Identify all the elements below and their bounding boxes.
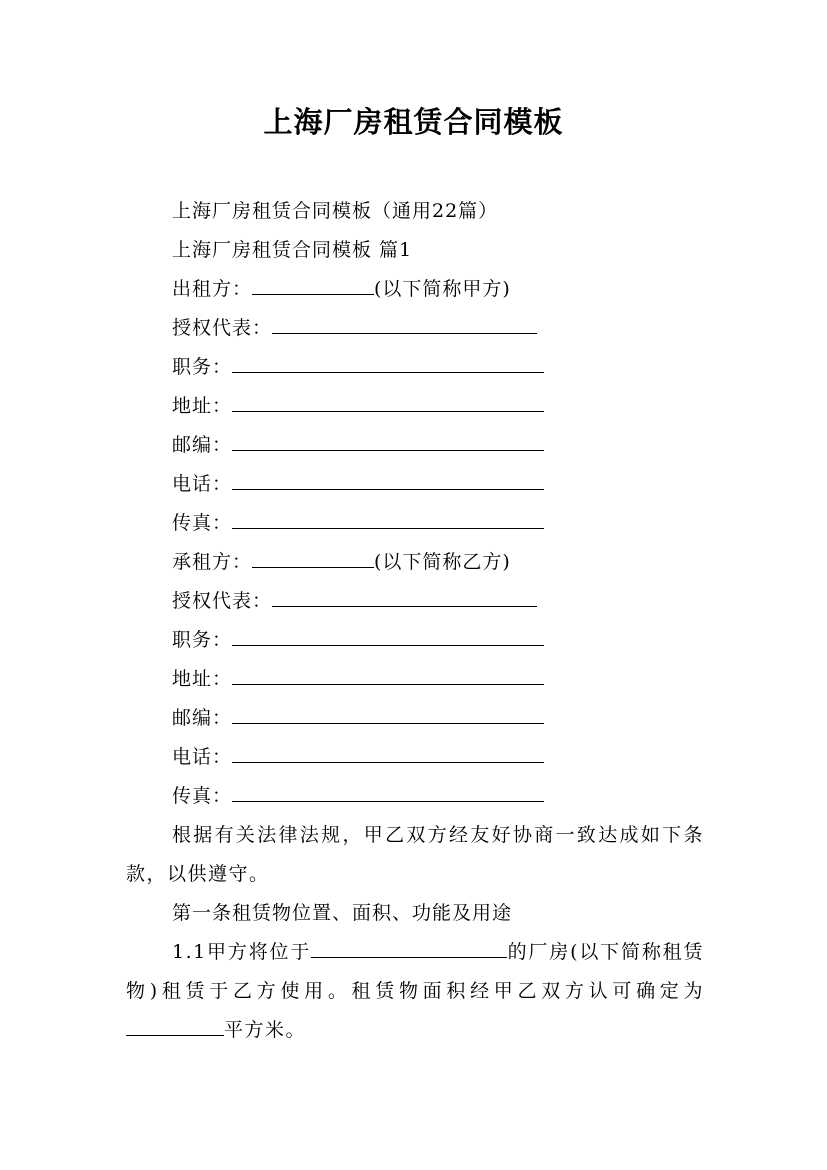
lessor-name-blank [252,276,374,295]
field-label: 授权代表： [172,590,273,612]
field-blank [232,354,544,373]
lessor-field-fax [172,510,544,536]
lessee-label: 承租方： [172,551,253,573]
article1-heading: 第一条租赁物位置、面积、功能及用途 [172,902,513,924]
field-blank [232,471,544,490]
clause-1-1 [126,933,704,1050]
field-blank [232,627,544,646]
lessee-name-blank [252,549,374,568]
clause-part3: 平方米。 [224,1019,307,1041]
field-blank [272,315,537,334]
field-label: 地址： [172,668,233,690]
lessor-field-position [172,354,544,380]
lessee-line [172,549,511,575]
field-blank [272,588,537,607]
field-label: 地址： [172,395,233,417]
field-label: 电话： [172,473,233,495]
field-blank [232,705,544,724]
lessee-field-fax [172,783,544,809]
lessor-field-phone [172,471,544,497]
field-label: 传真： [172,785,233,807]
lessor-field-address [172,393,544,419]
field-label: 邮编： [172,434,233,456]
field-label: 职务： [172,629,233,651]
lessor-line [172,276,511,302]
location-blank [311,939,507,958]
lessor-label: 出租方： [172,278,253,300]
document-title: 上海厂房租赁合同模板 [263,105,564,139]
area-blank [126,1017,224,1036]
lessee-field-rep [172,588,537,614]
field-label: 授权代表： [172,317,273,339]
field-blank [232,432,544,451]
section-heading: 上海厂房租赁合同模板 篇1 [172,239,413,261]
field-blank [232,510,544,529]
clause-part1: 1.1甲方将位于 [172,941,312,963]
lessor-field-postcode [172,432,544,458]
lessee-field-postcode [172,705,544,731]
lessee-field-address [172,666,544,692]
lessor-suffix: (以下简称甲方) [374,278,511,300]
field-blank [232,783,544,802]
document-subtitle: 上海厂房租赁合同模板（通用22篇） [172,200,499,222]
field-blank [232,744,544,763]
lessor-field-rep [172,315,537,341]
lessee-suffix: (以下简称乙方) [374,551,511,573]
intro-paragraph: 根据有关法律法规，甲乙双方经友好协商一致达成如下条款，以供遵守。 [126,824,704,885]
field-label: 传真： [172,512,233,534]
field-label: 职务： [172,356,233,378]
field-label: 电话： [172,746,233,768]
clause-part2: 的厂房(以下简称租赁物)租赁于乙方使用。租赁物面积经甲乙双方认可确定为 [126,941,704,1002]
field-blank [232,666,544,685]
lessee-field-phone [172,744,544,770]
lessee-field-position [172,627,544,653]
field-label: 邮编： [172,707,233,729]
field-blank [232,393,544,412]
